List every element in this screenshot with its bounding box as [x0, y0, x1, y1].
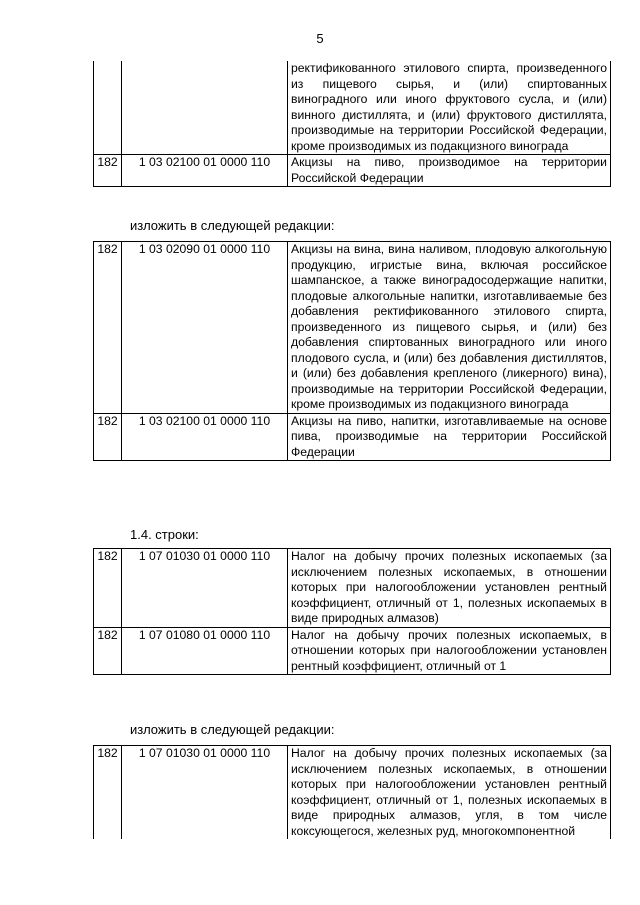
table-row — [94, 549, 611, 628]
revenue-admin-code: 182 — [94, 242, 122, 414]
revenue-admin-code: 182 — [94, 746, 122, 840]
table-row — [94, 746, 611, 840]
revenue-admin-code: 182 — [94, 549, 122, 628]
table-continued — [93, 61, 611, 187]
revenue-name: ректификованного этилового спирта, произведенного из пищевого сырья, и (или) спиртованных виноградного или иного фруктового сусла, и (или) винного дистиллята, и (или) фруктового дистиллята, производимые на территории Российской Федерации, кроме производимых из подакцизного винограда — [288, 61, 611, 155]
table-new-wording — [93, 241, 611, 461]
budget-classification-code — [122, 61, 288, 155]
budget-classification-code: 1 03 02100 01 0000 110 — [122, 155, 288, 187]
budget-classification-code: 1 07 01030 01 0000 110 — [122, 549, 288, 628]
instruction-paragraph: изложить в следующей редакции: — [130, 218, 335, 233]
table-row — [94, 61, 611, 155]
revenue-name: Акцизы на пиво, производимое на территории Российской Федерации — [288, 155, 611, 187]
budget-classification-code: 1 07 01030 01 0000 110 — [122, 746, 288, 840]
table-row — [94, 413, 611, 461]
revenue-name: Акцизы на пиво, напитки, изготавливаемые на основе пива, производимые на территории Российской Федерации — [288, 413, 611, 461]
revenue-name: Налог на добычу прочих полезных ископаемых (за исключением полезных ископаемых, в отношении которых при налогообложении установлен рентный коэффициент, отличный от 1, полезных ископаемых в виде природных алмазов) — [288, 549, 611, 628]
revenue-name: Акцизы на вина, вина наливом, плодовую алкогольную продукцию, игристые вина, включая российское шампанское, а также виноградосодержащие напитки, плодовые алкогольные напитки, изготавливаемые без добавления ректификованного этилового спирта, произведенного из пищевого сырья, и (или) без добавления спиртованных виноградного или иного плодового сусла, и (или) без добавления дистиллятов, и (или) без добавления крепленого (ликерного) вина), производимые на территории Российской Федерации, кроме производимых из подакцизного винограда — [288, 242, 611, 414]
revenue-admin-code: 182 — [94, 627, 122, 675]
instruction-paragraph: изложить в следующей редакции: — [130, 722, 335, 737]
section-heading: 1.4. строки: — [130, 527, 199, 542]
revenue-name: Налог на добычу прочих полезных ископаемых, в отношении которых при налогообложении установлен рентный коэффициент, отличный от 1 — [288, 627, 611, 675]
budget-classification-code: 1 03 02090 01 0000 110 — [122, 242, 288, 414]
revenue-admin-code: 182 — [94, 413, 122, 461]
table-row — [94, 155, 611, 187]
budget-classification-code: 1 07 01080 01 0000 110 — [122, 627, 288, 675]
revenue-name: Налог на добычу прочих полезных ископаемых (за исключением полезных ископаемых, в отношении которых при налогообложении установлен рентный коэффициент, отличный от 1, полезных ископаемых в виде природных алмазов, угля, в том числе коксующегося, железных руд, многокомпонентной — [288, 746, 611, 840]
page-number: 5 — [316, 31, 324, 46]
table-row — [94, 627, 611, 675]
table-new-wording — [93, 745, 611, 839]
budget-classification-code: 1 03 02100 01 0000 110 — [122, 413, 288, 461]
table-row — [94, 242, 611, 414]
table-old-rows — [93, 548, 611, 675]
revenue-admin-code — [94, 61, 122, 155]
revenue-admin-code: 182 — [94, 155, 122, 187]
